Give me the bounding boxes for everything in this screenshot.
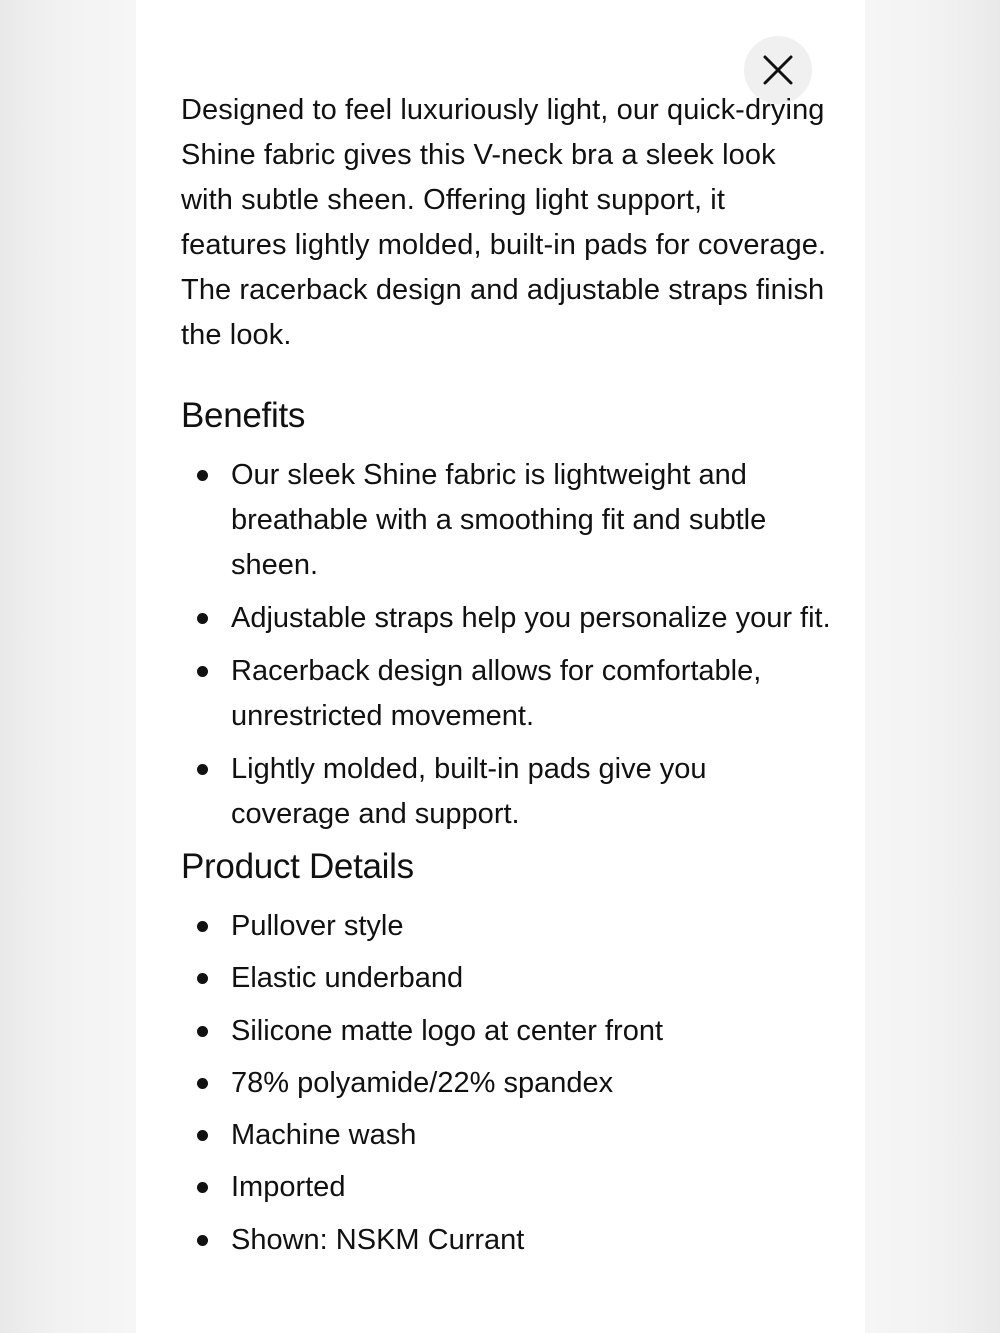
benefit-text: Adjustable straps help you personalize your fit. [231, 602, 831, 634]
bullet-icon [197, 921, 208, 932]
bullet-icon [197, 764, 208, 775]
benefit-text: Racerback design allows for comfortable, unrestricted movement. [231, 655, 762, 732]
detail-item [181, 1061, 831, 1106]
detail-item [181, 1165, 831, 1210]
benefit-item [181, 747, 831, 837]
detail-item [181, 1009, 831, 1054]
detail-text: Shown: NSKM Currant [231, 1223, 525, 1256]
product-info-content [181, 88, 831, 1270]
detail-item [181, 956, 831, 1001]
detail-text: Imported [231, 1171, 346, 1204]
detail-text: Elastic underband [231, 962, 464, 995]
bullet-icon [197, 1130, 208, 1141]
benefits-heading: Benefits [181, 396, 306, 435]
bullet-icon [197, 1235, 208, 1246]
bullet-icon [197, 613, 208, 624]
benefit-item [181, 453, 831, 588]
bullet-icon [197, 1026, 208, 1037]
bullet-icon [197, 973, 208, 984]
bullet-icon [197, 1078, 208, 1089]
bullet-icon [197, 666, 208, 677]
benefit-text: Our sleek Shine fabric is lightweight and breathable with a smoothing fit and subtle sheen. [231, 459, 767, 581]
product-description: Designed to feel luxuriously light, our quick-drying Shine fabric gives this V-neck bra a sleek look with subtle sheen. Offering light support, it features lightly molded, built-in pads for coverage. The racerback design and adjustable straps finish the look. [181, 94, 827, 351]
bullet-icon [197, 470, 208, 481]
benefits-list [181, 453, 831, 837]
detail-item [181, 904, 831, 949]
detail-item [181, 1113, 831, 1158]
detail-text: 78% polyamide/22% spandex [231, 1066, 614, 1099]
benefit-item [181, 649, 831, 739]
product-details-heading: Product Details [181, 847, 414, 886]
close-icon [763, 55, 793, 85]
benefit-item [181, 596, 831, 641]
detail-text: Machine wash [231, 1119, 417, 1152]
product-details-list [181, 904, 831, 1263]
bullet-icon [197, 1182, 208, 1193]
detail-text: Silicone matte logo at center front [231, 1014, 664, 1047]
detail-item [181, 1218, 831, 1263]
detail-text: Pullover style [231, 910, 404, 942]
benefit-text: Lightly molded, built-in pads give you coverage and support. [231, 753, 707, 830]
